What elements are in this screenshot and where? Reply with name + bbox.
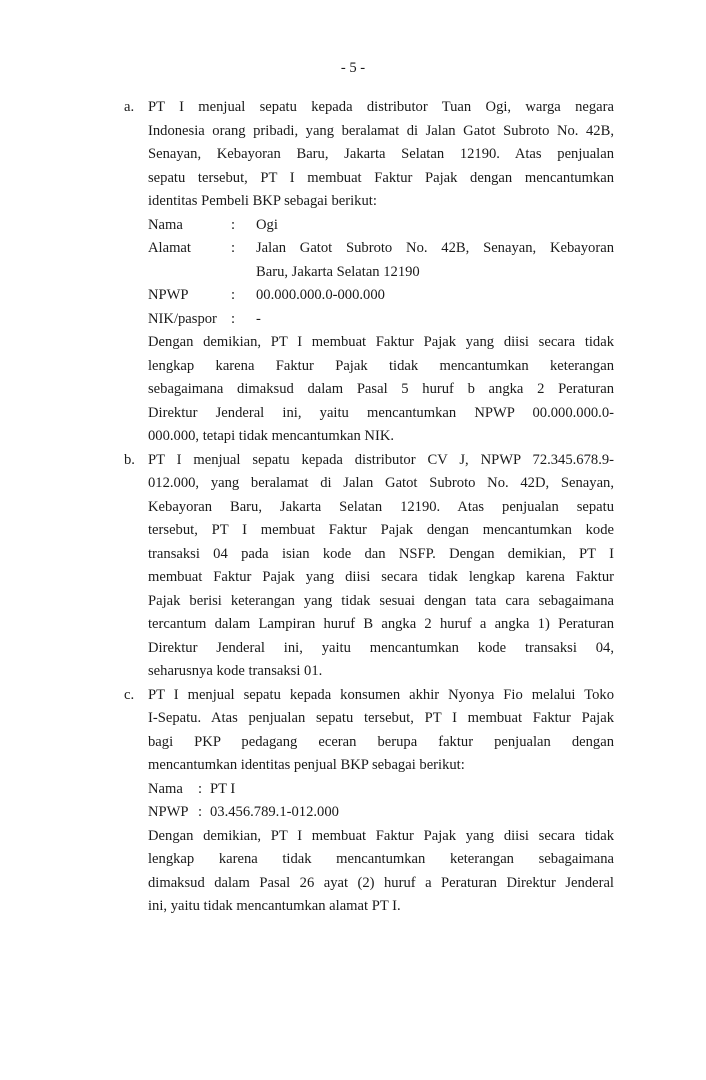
field-value: PT I — [210, 780, 236, 797]
item-b-line: seharusnya kode transaksi 01. — [148, 663, 323, 679]
item-a-first-line — [124, 96, 614, 120]
field-row-nama — [148, 778, 614, 802]
item-b-line: tercantum dalam Lampiran huruf B angka 2 huruf a angka 1) Peraturan — [148, 616, 614, 632]
field-row-npwp — [148, 284, 614, 308]
field-colon: : — [198, 780, 203, 797]
field-label: NIK/paspor — [148, 310, 217, 327]
field-value: 00.000.000.0-000.000 — [256, 287, 385, 303]
item-b-first-line — [124, 449, 614, 473]
item-a-line: Senayan, Kebayoran Baru, Jakarta Selatan 12190. Atas penjualan — [148, 146, 614, 162]
field-label: NPWP — [148, 804, 189, 820]
field-row-npwp — [148, 801, 614, 825]
item-a-marker: a. — [124, 99, 135, 115]
item-c-line: PT I menjual sepatu kepada konsumen akhir Nyonya Fio melalui Toko — [148, 686, 614, 703]
item-a-line: identitas Pembeli BKP sebagai berikut: — [148, 193, 377, 209]
item-a-line: PT I menjual sepatu kepada distributor Tuan Ogi, warga negara — [148, 99, 614, 115]
item-b-line: tersebut, PT I membuat Faktur Pajak dengan mencantumkan kode — [148, 522, 614, 538]
item-b-line: Direktur Jenderal ini, yaitu mencantumkan kode transaksi 04, — [148, 639, 614, 656]
item-b-line: Kebayoran Baru, Jakarta Selatan 12190. Atas penjualan sepatu — [148, 498, 614, 515]
item-c-line: I-Sepatu. Atas penjualan sepatu tersebut, PT I membuat Faktur Pajak — [148, 710, 614, 726]
item-b-marker: b. — [124, 451, 135, 468]
item-b-line: Pajak berisi keterangan yang tidak sesuai dengan tata cara sebagaimana — [148, 592, 614, 609]
field-colon: : — [198, 804, 203, 820]
field-colon: : — [231, 216, 236, 233]
field-row-alamat-cont — [148, 261, 614, 285]
item-a-line: Indonesia orang pribadi, yang beralamat di Jalan Gatot Subroto No. 42B, — [148, 122, 614, 139]
item-c-line: ini, yaitu tidak mencantumkan alamat PT I. — [148, 898, 401, 914]
document-body — [124, 96, 614, 919]
item-a-line: lengkap karena Faktur Pajak tidak mencantumkan keterangan — [148, 357, 614, 374]
item-b-line: PT I menjual sepatu kepada distributor CV J, NPWP 72.345.678.9- — [148, 451, 614, 468]
field-row-nama — [148, 214, 614, 238]
field-label: Nama — [148, 216, 183, 233]
item-c-line: lengkap karena tidak mencantumkan keterangan sebagaimana — [148, 851, 614, 867]
field-label: NPWP — [148, 287, 189, 303]
field-row-nik — [148, 308, 614, 332]
item-b-line: 012.000, yang beralamat di Jalan Gatot Subroto No. 42D, Senayan, — [148, 475, 614, 491]
item-c-line: dimaksud dalam Pasal 26 ayat (2) huruf a Peraturan Direktur Jenderal — [148, 874, 614, 891]
field-colon: : — [231, 287, 236, 303]
field-value: Jalan Gatot Subroto No. 42B, Senayan, Kebayoran — [256, 240, 614, 256]
field-value: Ogi — [256, 216, 278, 233]
item-c-marker: c. — [124, 686, 135, 703]
field-value: - — [256, 310, 261, 327]
field-value: 03.456.789.1-012.000 — [210, 804, 339, 820]
field-colon: : — [231, 240, 236, 256]
item-c-line: bagi PKP pedagang eceran berupa faktur penjualan dengan — [148, 733, 614, 750]
item-c-line: Dengan demikian, PT I membuat Faktur Pajak yang diisi secara tidak — [148, 827, 614, 844]
field-colon: : — [231, 310, 236, 327]
field-value: Baru, Jakarta Selatan 12190 — [256, 263, 420, 280]
item-a-line: Dengan demikian, PT I membuat Faktur Pajak yang diisi secara tidak — [148, 334, 614, 350]
field-label: Nama — [148, 780, 183, 797]
item-c-first-line — [124, 684, 614, 708]
item-a-line: Direktur Jenderal ini, yaitu mencantumkan NPWP 00.000.000.0- — [148, 404, 614, 421]
page-number: - 5 - — [340, 60, 366, 76]
item-a-line: sepatu tersebut, PT I membuat Faktur Pajak dengan mencantumkan — [148, 169, 614, 186]
item-a-line: sebagaimana dimaksud dalam Pasal 5 huruf b angka 2 Peraturan — [148, 381, 614, 397]
item-c-line: mencantumkan identitas penjual BKP sebagai berikut: — [148, 757, 465, 773]
item-b-line: transaksi 04 pada isian kode dan NSFP. Dengan demikian, PT I — [148, 545, 614, 562]
item-b-line: membuat Faktur Pajak yang diisi secara tidak lengkap karena Faktur — [148, 569, 614, 585]
item-a-line: 000.000, tetapi tidak mencantumkan NIK. — [148, 428, 395, 444]
field-row-alamat — [148, 237, 614, 261]
field-label: Alamat — [148, 240, 191, 256]
